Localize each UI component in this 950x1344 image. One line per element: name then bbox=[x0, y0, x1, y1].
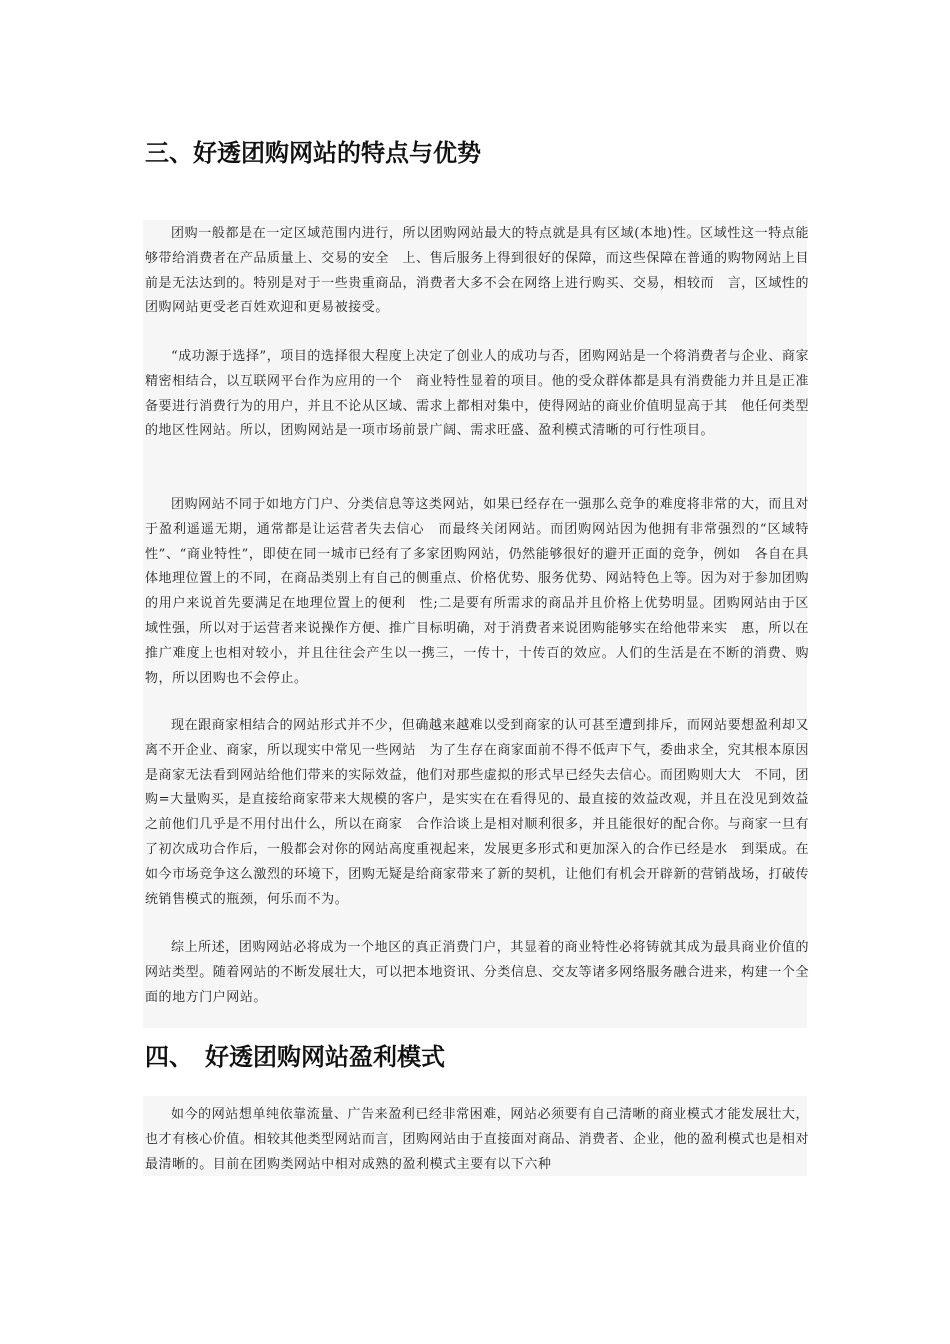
section-3-paragraph-5: 综上所述，团购网站必将成为一个地区的真正消费门户，其显着的商业特性必将铸就其成为最具商业价值的网站类型。随着网站的不断发展壮大，可以把本地资讯、分类信息、交友等诸多网络服务融合进来，构建一个全面的地方门户网站。 bbox=[145, 940, 809, 1005]
section-4-heading: 四、 好透团购网站盈利模式 bbox=[145, 1043, 445, 1071]
section-3-paragraph-3: 团购网站不同于如地方门户、分类信息等这类网站，如果已经存在一强那么竞争的难度将非常的大，而且对于盈利遥遥无期，通常都是让运营者失去信心 而最终关闭网站。而团购网站因为他拥有非常强烈的“区域特性”、“商业特性”，即使在同一城市已经有了多家团购网站，仍然能够很好的避开正面的竞争，例如 各自在具体地理位置上的不同，在商品类别上有自己的侧重点、价格优势、服务优势、网站特色上等。因为对于参加团购的用户来说首先要满足在地理位置上的便利 性;二是要有所需求的商品并且价格上优势明显。团购网站由于区域性强，所以对于运营者来说操作方便、推广目标明确，对于消费者来说团购能够实在给他带来实 惠，所以在推广难度上也相对较小，并且往往会产生以一携三，一传十，十传百的效应。人们的生活是在不断的消费、购物，所以团购也不会停止。 bbox=[145, 497, 809, 686]
section-3-heading: 三、好透团购网站的特点与优势 bbox=[145, 139, 481, 167]
section-3-paragraph-4: 现在跟商家相结合的网站形式并不少，但确越来越难以受到商家的认可甚至遭到排斥，而网站要想盈利却又离不开企业、商家，所以现实中常见一些网站 为了生存在商家面前不得不低声下气，委曲求全，究其根本原因是商家无法看到网站给他们带来的实际效益，他们对那些虚拟的形式早已经失去信心。而团购则大大 不同，团购=大量购买，是直接给商家带来大规模的客户，是实实在在看得见的、最直接的效益改观，并且在没见到效益之前他们几乎是不用付出什么，所以在商家 合作洽谈上是相对顺利很多，并且能很好的配合你。与商家一旦有了初次成功合作后，一般都会对你的网站高度重视起来，发展更多形式和更加深入的合作已经是水 到渠成。在如今市场竞争这么激烈的环境下，团购无疑是给商家带来了新的契机，让他们有机会开辟新的营销战场，打破传统销售模式的瓶颈，何乐而不为。 bbox=[145, 718, 809, 907]
section-3-paragraph-2: “成功源于选择”，项目的选择很大程度上决定了创业人的成功与否，团购网站是一个将消费者与企业、商家精密相结合，以互联网平台作为应用的一个 商业特性显着的项目。他的受众群体都是具有消费能力并且是正准备要进行消费行为的用户，并且不论从区域、需求上都相对集中，使得网站的商业价值明显高于其 他任何类型的地区性网站。所以，团购网站是一项市场前景广阔、需求旺盛、盈利模式清晰的可行性项目。 bbox=[145, 349, 809, 439]
section-4-paragraph-1: 如今的网站想单纯依靠流量、广告来盈利已经非常困难，网站必须要有自己清晰的商业模式才能发展壮大，也才有核心价值。相较其他类型网站而言，团购网站由于直接面对商品、消费者、企业，他的盈利模式也是相对最清晰的。目前在团购类网站中相对成熟的盈利模式主要有以下六种 bbox=[145, 1107, 809, 1172]
section-3-paragraph-1: 团购一般都是在一定区域范围内进行，所以团购网站最大的特点就是具有区域(本地)性。区域性这一特点能够带给消费者在产品质量上、交易的安全 上、售后服务上得到很好的保障，而这些保障在普通的购物网站上目前是无法达到的。特别是对于一些贵重商品，消费者大多不会在网络上进行购买、交易，相较而 言，区域性的团购网站更受老百姓欢迎和更易被接受。 bbox=[145, 226, 809, 316]
